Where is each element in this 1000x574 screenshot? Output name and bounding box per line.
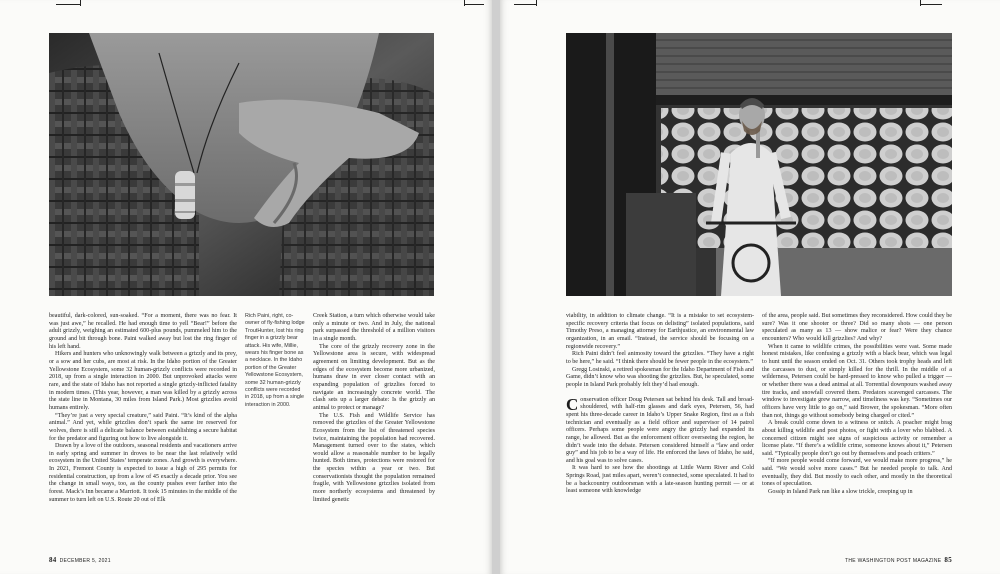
- page-number: 84: [49, 556, 57, 564]
- paragraph-text: onservation officer Doug Petersen sat behind his desk. Tall and broad-shouldered, with half-rim glasses and dark eyes, Petersen, 56, had spent his three-decade career in Idaho’s Upper Snake Region, first as a fish technician and eventually as a field officer and supervisor of 14 patrol officers. Perhaps some people were angry the grizzly had expanded its range, he allowed. But as the enforcement officer overseeing the region, he didn’t wade into the debate. Petersen considered himself a “law and order guy” and his job to be a way of life. He enforced the laws of Idaho, he said, and his goal was to solve cases.: [566, 396, 754, 464]
- left-page: [0, 0, 492, 574]
- magazine-name: THE WASHINGTON POST MAGAZINE: [845, 558, 942, 564]
- necklace-photo: [49, 33, 434, 296]
- paragraph: Hikers and hunters who unknowingly walk between a grizzly and its prey, or a sow and her cubs, are most at risk. In the Idaho portion of the Greater Yellowstone Ecosystem, some 32 human-grizzly conflicts were recorded in 2018, up from a single interaction in 2000. But unprovoked attacks were rare, and the state of Idaho has not reported a single grizzly-inflicted fatality in modern times. (This year, however, a man was killed by a grizzly across the state line in Montana, 30 miles from Island Park.) Most grizzlies avoid humans entirely.: [49, 351, 237, 411]
- paragraph: beautiful, dark-colored, sun-soaked. “For a moment, there was no fear. It was just awe,” he recalled. He had enough time to yell “Bear!” before the adult grizzly, weighing an estimated 600-plus pounds, pummeled him to the ground and bit through bone. Paini walked away but lost the ring finger of his left hand.: [49, 313, 237, 350]
- paragraph: of the area, people said. But sometimes they reconsidered. How could they be sure? Was it one shooter or three? Did so many shots — one person speculated as many as 13 — show malice or fear? Were they chance encounters? Who would kill grizzlies? And why?: [762, 313, 952, 342]
- paragraph: The core of the grizzly recovery zone in the Yellowstone area is secure, with widespread agreement on limiting development. But as the edges of the ecosystem become more urbanized, humans draw in ever closer contact with an expanding population of grizzlies forced to navigate an increasingly concrete world. The clash sets up a larger debate: Is the grizzly an animal to protect or manage?: [313, 343, 435, 411]
- article-column-1: [566, 313, 754, 496]
- paragraph: When it came to wildlife crimes, the possibilities were vast. Some made honest mistakes, like confusing a grizzly with a black bear, which was legal to hunt until the season ended on Oct. 31. Others took trophy heads and left the carcasses to dust, or simply killed for the thrill. In the middle of a wilderness, Petersen could be hard-pressed to know who pulled a trigger — or whether there was a dead animal at all. Torrential downpours washed away tire tracks, and snowfall covered them. Predators scavenged carcasses. The window to investigate grew narrow, and timeliness was key. “Sometimes our officers have very little to go on,” said Brower, the spokesman. “More often than not, things go without somebody being charged or cited.”: [762, 343, 952, 419]
- article-column-3: [313, 313, 435, 504]
- right-page: [500, 0, 1000, 574]
- paragraph: It was hard to see how the shootings at Little Warm River and Cold Springs Road, just miles apart, weren’t connected, some speculated. It had to be a backcountry outdoorsman with a late-season hunting permit — or at least someone with knowledge: [566, 465, 754, 495]
- crop-mark: [514, 0, 544, 10]
- article-column-2: [762, 313, 952, 497]
- paragraph: The U.S. Fish and Wildlife Service has removed the grizzlies of the Greater Yellowstone Ecosystem from the list of threatened species twice, maintaining the population had recovered. Management turned over to the states, which would allow a reasonable number to be legally hunted. Both times, protections were restored for the species within a year or two. But conservationists thought the population remained fragile, with Yellowstone grizzlies isolated from more northerly ecosystems and threatened by limited genetic: [313, 412, 435, 503]
- paragraph: “If more people would come forward, we would make more progress,” he said. “We would solve more cases.” But he needed people to talk. And eventually, they did. But mostly to each other, and mostly in the theoretical tones of speculation.: [762, 458, 952, 488]
- section-opening-paragraph: [566, 394, 754, 466]
- paragraph: Gregg Losinski, a retired spokesman for the Idaho Department of Fish and Game, didn’t know who was shooting the grizzlies. But, he speculated, some people in Island Park probably felt they’d had enough.: [566, 366, 754, 388]
- crop-mark: [464, 0, 492, 10]
- crop-mark: [920, 0, 950, 10]
- photo-caption: Rich Paini, right, co-owner of fly-fishing lodge TroutHunter, lost his ring finger in a grizzly bear attack. His wife, Millie, wears his finger bone as a necklace. In the Idaho portion of the Greater Yellowstone Ecosystem, some 32 human-grizzly conflicts were recorded in 2018, up from a single interaction in 2000.: [245, 313, 305, 408]
- paragraph: A break could come down to a witness or snitch. A poacher might brag about killing wildlife and post photos, or fight with a lover who blabbed. A concerned citizen might see signs of suspicious activity or remember a license plate. “If there’s a wildlife crime, someone knows about it,” Petersen said. “Typically people don’t go out by themselves and poach critters.”: [762, 420, 952, 457]
- paragraph: Gossip in Island Park ran like a slow trickle, creeping up in: [768, 489, 913, 496]
- issue-date: DECEMBER 5, 2021: [59, 558, 111, 564]
- crop-mark: [56, 0, 86, 10]
- paragraph: viability, in addition to climate change. “It is a mistake to set ecosystem-specific recovery criteria that focus on delisting” isolated populations, said Timothy Preso, a managing attorney for Earthjustice, an environmental law organization, in an email. “Instead, the service should be focusing on a regionwide recovery.”: [566, 313, 754, 350]
- paragraph: Drawn by a love of the outdoors, seasonal residents and vacationers arrive in early spring and summer in droves to be near the last relatively wild ecosystem in the United States’ temperate zones. And growth is everywhere. In 2021, Fremont County is expected to issue a high of 295 permits for residential construction, up from a low of 45 exactly a decade prior. You see the change in small ways, too, as the county pushes ever farther into the forest. Mack’s Inn became a Marriott. It took 15 minutes in the middle of the summer to turn left on U.S. Route 20 out of Elk: [49, 443, 237, 503]
- folio-right: [845, 556, 952, 564]
- article-column-1: [49, 313, 237, 504]
- paragraph: Rich Paini didn’t feel animosity toward the grizzlies. “They have a right to be here,” he said. “I think there should be fewer people in the ecosystem.”: [566, 351, 754, 365]
- officer-photo: [566, 33, 952, 296]
- paragraph: Creek Station, a turn which otherwise would take only a minute or two. And in July, the national park surpassed the threshold of a million visitors in a single month.: [313, 313, 435, 342]
- drop-cap: C: [566, 394, 579, 414]
- page-number: 85: [944, 556, 952, 564]
- folio-left: [49, 556, 111, 564]
- paragraph: “They’re just a very special creature,” said Paini. “It’s kind of the alpha animal.” And yet, while grizzlies don’t spark the same ire reserved for wolves, there is still a delicate balance between establishing a secure habitat for the predator and figuring out how to live alongside it.: [49, 412, 237, 442]
